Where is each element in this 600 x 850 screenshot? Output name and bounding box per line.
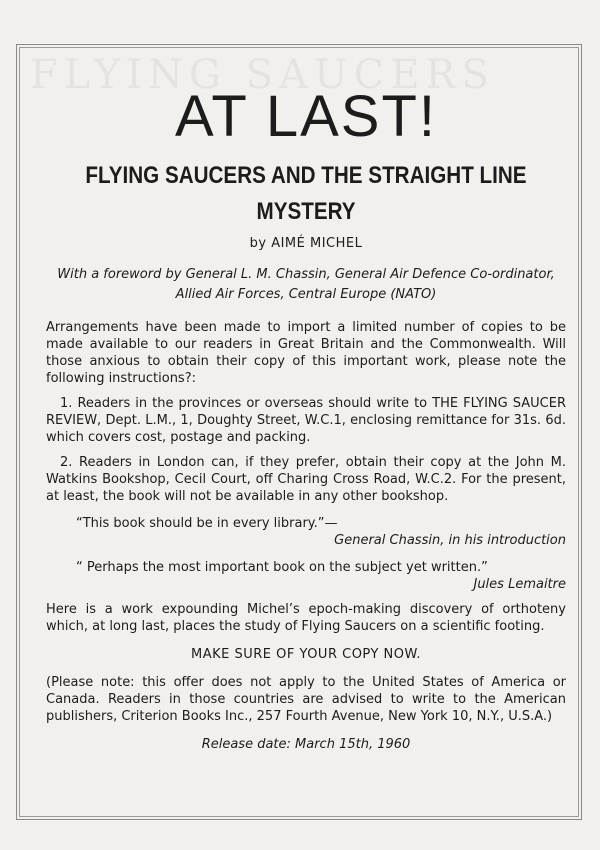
summary-paragraph: Here is a work expounding Michel’s epoch-making discovery of orthoteny which, at long last, places the study of Flying Saucers on a scientific footing. xyxy=(46,602,566,634)
book-title: FLYING SAUCERS AND THE STRAIGHT LINE MYSTERY xyxy=(85,162,527,225)
book-author: by AIMÉ MICHEL xyxy=(249,236,363,251)
headline: AT LAST! xyxy=(174,84,438,149)
foreword-credit: With a foreword by General L. M. Chassin, General Air Defence Co-ordinator, Allied Air Forces, Central Europe (NATO) xyxy=(57,267,555,302)
instruction-1: 1. Readers in the provinces or overseas should write to THE FLYING SAUCER REVIEW, Dept. L.M., 1, Doughty Street, W.C.1, enclosing remittance for 31s. 6d. which covers cost, postage and packing. xyxy=(46,396,566,445)
quote-1-source: General Chassin, in his introduction xyxy=(334,533,566,548)
show-through-watermark: FLYING SAUCERS xyxy=(30,52,495,98)
release-date: Release date: March 15th, 1960 xyxy=(201,737,411,752)
quote-2-source: Jules Lemaitre xyxy=(473,577,566,592)
intro-paragraph: Arrangements have been made to import a limited number of copies to be made available to our readers in Great Britain and the Commonwealth. Will those anxious to obtain their copy of this important work, please note the following instructions?: xyxy=(46,320,566,386)
quote-1-text: “This book should be in every library.”— xyxy=(76,516,338,531)
call-to-action: MAKE SURE OF YOUR COPY NOW. xyxy=(191,647,421,662)
quote-2-text: “ Perhaps the most important book on the subject yet written.” xyxy=(76,560,488,575)
advertisement-body xyxy=(46,86,566,752)
instruction-2: 2. Readers in London can, if they prefer, obtain their copy at the John M. Watkins Bookshop, Cecil Court, off Charing Cross Road, W.C.2. For the present, at least, the book will not be available in any other bookshop. xyxy=(46,455,566,504)
note-paragraph: (Please note: this offer does not apply to the United States of America or Canada. Readers in those countries are advised to write to the American publishers, Criterion Books Inc., 257 Fourth Avenue, New York 10, N.Y., U.S.A.) xyxy=(46,675,566,724)
